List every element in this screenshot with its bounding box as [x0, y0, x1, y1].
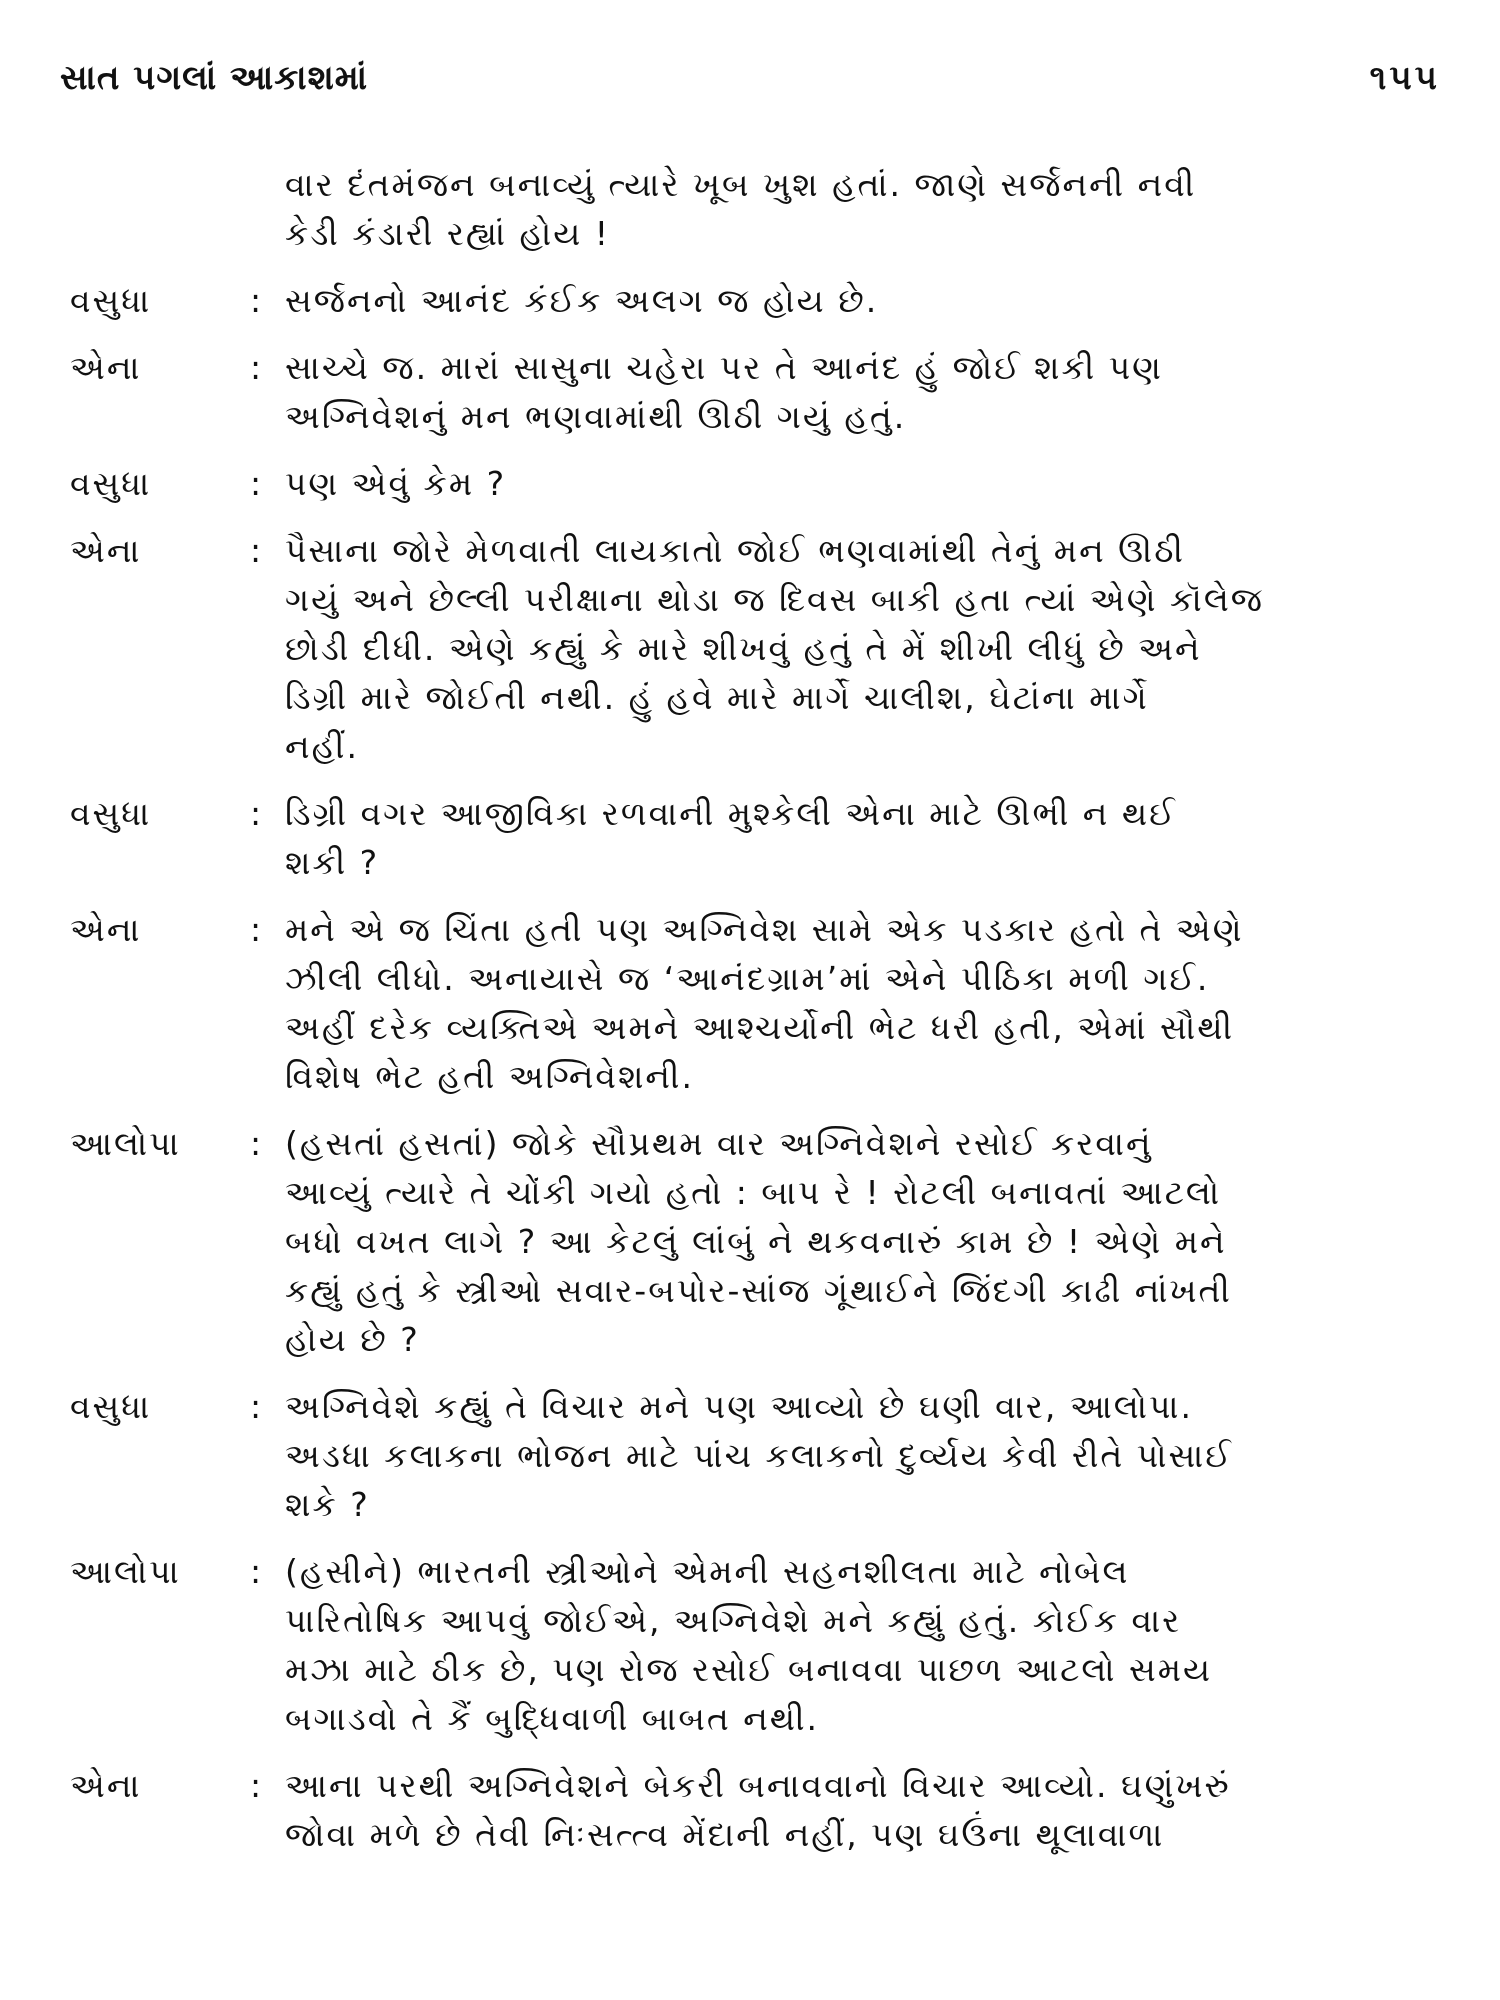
dialogue-entry — [70, 160, 1450, 258]
dialogue-line: વાર દંતમંજન બનાવ્યું ત્યારે ખૂબ ખુશ હતાં. જાણે સર્જનની નવી — [285, 165, 1197, 204]
speaker-name: વસુધા — [70, 794, 152, 833]
dialogue-entry — [70, 1761, 1450, 1859]
dialogue-line: સાચ્ચે જ. મારાં સાસુના ચહેરા પર તે આનંદ હું જોઈ શકી પણ — [285, 348, 1163, 387]
speaker-colon: : — [250, 1766, 262, 1805]
speaker-colon: : — [250, 464, 262, 503]
speaker-name: વસુધા — [70, 281, 152, 320]
dialogue-line: મને એ જ ચિંતા હતી પણ અગ્નિવેશ સામે એક પડકાર હતો તે એણે — [285, 910, 1244, 949]
dialogue-entry — [70, 459, 1450, 508]
dialogue-entry — [70, 276, 1450, 325]
dialogue-line: મઝા માટે ઠીક છે, પણ રોજ રસોઈ બનાવવા પાછળ આટલો સમય — [285, 1650, 1213, 1689]
speaker-name: વસુધા — [70, 1387, 152, 1426]
speaker-name: એના — [70, 348, 142, 387]
dialogue-entry — [70, 526, 1450, 771]
dialogue-line: વિશેષ ભેટ હતી અગ્નિવેશની. — [285, 1057, 694, 1096]
speaker-colon: : — [250, 348, 262, 387]
dialogue-line: સર્જનનો આનંદ કંઈક અલગ જ હોય છે. — [285, 281, 879, 320]
speaker-colon: : — [250, 281, 262, 320]
dialogue-line: ડિગ્રી વગર આજીવિકા રળવાની મુશ્કેલી એના માટે ઊભી ન થઈ — [285, 794, 1177, 833]
speaker-colon: : — [250, 1124, 262, 1163]
dialogue-line: છોડી દીધી. એણે કહ્યું કે મારે શીખવું હતું તે મેં શીખી લીધું છે અને — [285, 629, 1202, 668]
speaker-colon: : — [250, 794, 262, 833]
dialogue-line: બગાડવો તે કૈં બુદ્ધિવાળી બાબત નથી. — [285, 1699, 820, 1738]
dialogue-line: ડિગ્રી મારે જોઈતી નથી. હું હવે મારે માર્ગે ચાલીશ, ઘેટાંના માર્ગે — [285, 678, 1149, 717]
speaker-colon: : — [250, 1552, 262, 1591]
speaker-name: આલોપા — [70, 1552, 181, 1591]
dialogue-line: ઝીલી લીધો. અનાયાસે જ ‘આનંદગ્રામ’માં એને પીઠિકા મળી ગઈ. — [285, 959, 1210, 998]
dialogue-line: શકી ? — [285, 843, 380, 882]
dialogue-line: હોય છે ? — [285, 1320, 420, 1359]
dialogue-line: અડધા કલાકના ભોજન માટે પાંચ કલાકનો દુર્વ્યય કેવી રીતે પોસાઈ — [285, 1436, 1233, 1475]
page-header — [60, 58, 1440, 118]
dialogue-line: કેડી કંડારી રહ્યાં હોય ! — [285, 214, 610, 253]
speaker-colon: : — [250, 531, 262, 570]
dialogue-line: જોવા મળે છે તેવી નિઃસત્ત્વ મેંદાની નહીં, પણ ઘઉંના થૂલાવાળા — [285, 1815, 1165, 1854]
dialogue-line: આના પરથી અગ્નિવેશને બેકરી બનાવવાનો વિચાર આવ્યો. ઘણુંખરું — [285, 1766, 1231, 1805]
dialogue-line: કહ્યું હતું કે સ્ત્રીઓ સવાર-બપોર-સાંજ ગૂંથાઈને જિંદગી કાઢી નાંખતી — [285, 1271, 1232, 1310]
dialogue-body — [70, 160, 1450, 1877]
page-number: ૧૫૫ — [1369, 58, 1440, 98]
dialogue-line: અગ્નિવેશનું મન ભણવામાંથી ઊઠી ગયું હતું. — [285, 397, 907, 436]
dialogue-line: (હસીને) ભારતની સ્ત્રીઓને એમની સહનશીલતા માટે નોબેલ — [285, 1552, 1130, 1591]
dialogue-line: ગયું અને છેલ્લી પરીક્ષાના થોડા જ દિવસ બાકી હતા ત્યાં એણે કૉલેજ — [285, 580, 1264, 619]
dialogue-line: અહીં દરેક વ્યક્તિએ અમને આશ્ચર્યોની ભેટ ધરી હતી, એમાં સૌથી — [285, 1008, 1235, 1047]
dialogue-entry — [70, 1382, 1450, 1529]
dialogue-entry — [70, 1119, 1450, 1364]
running-title: સાત પગલાં આકાશમાં — [60, 58, 369, 98]
dialogue-line: (હસતાં હસતાં) જોકે સૌપ્રથમ વાર અગ્નિવેશને રસોઈ કરવાનું — [285, 1124, 1153, 1163]
dialogue-entry — [70, 905, 1450, 1101]
speaker-name: એના — [70, 531, 142, 570]
dialogue-line: નહીં. — [285, 727, 359, 766]
speaker-name: એના — [70, 1766, 142, 1805]
dialogue-line: આવ્યું ત્યારે તે ચોંકી ગયો હતો : બાપ રે ! રોટલી બનાવતાં આટલો — [285, 1173, 1222, 1212]
speaker-name: વસુધા — [70, 464, 152, 503]
dialogue-entry — [70, 343, 1450, 441]
speaker-colon: : — [250, 1387, 262, 1426]
dialogue-line: શકે ? — [285, 1485, 370, 1524]
speaker-colon: : — [250, 910, 262, 949]
dialogue-entry — [70, 789, 1450, 887]
dialogue-entry — [70, 1547, 1450, 1743]
dialogue-line: પૈસાના જોરે મેળવાતી લાયકાતો જોઈ ભણવામાંથી તેનું મન ઊઠી — [285, 531, 1185, 570]
dialogue-line: પણ એવું કેમ ? — [285, 464, 507, 503]
speaker-name: આલોપા — [70, 1124, 181, 1163]
dialogue-line: બધો વખત લાગે ? આ કેટલું લાંબું ને થકવનારું કામ છે ! એણે મને — [285, 1222, 1227, 1261]
dialogue-line: પારિતોષિક આપવું જોઈએ, અગ્નિવેશે મને કહ્યું હતું. કોઈક વાર — [285, 1601, 1182, 1640]
speaker-name: એના — [70, 910, 142, 949]
dialogue-line: અગ્નિવેશે કહ્યું તે વિચાર મને પણ આવ્યો છે ઘણી વાર, આલોપા. — [285, 1387, 1193, 1426]
